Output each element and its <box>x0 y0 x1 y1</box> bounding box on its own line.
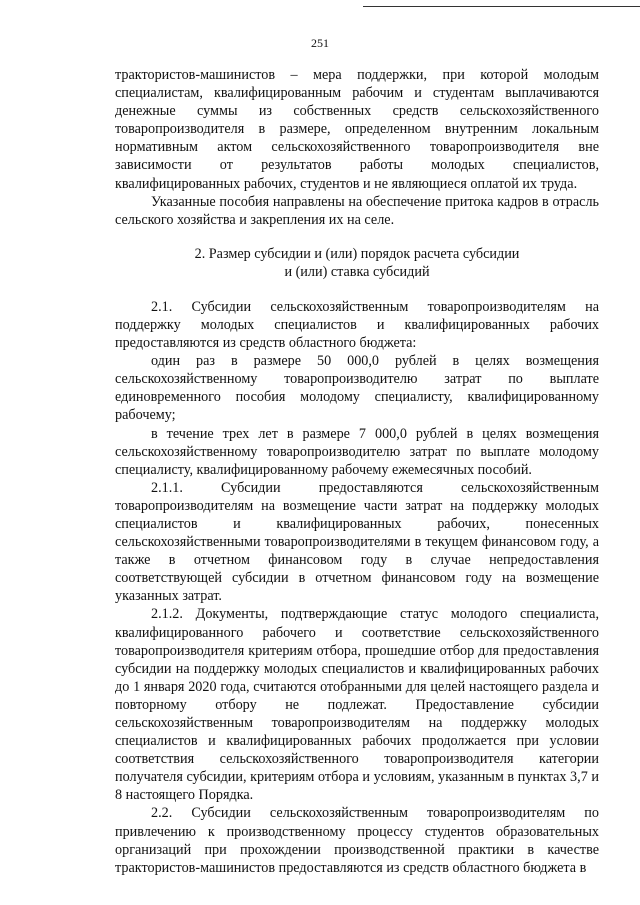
page-number: 251 <box>311 36 329 50</box>
top-rule <box>363 6 640 7</box>
clause-2-1: 2.1. Субсидии сельскохозяйственным товаропроизводителям на поддержку молодых специалистов и квалифицированных рабочих предоставляются из средств областного бюджета: <box>115 298 599 352</box>
clause-2-2: 2.2. Субсидии сельскохозяйственным товаропроизводителям по привлечению к производственному процессу студентов образовательных организаций при прохождении производственной практики в качестве трактористов-машинистов предоставляются из средств областного бюджета в <box>115 805 599 876</box>
clause-2-1-2: 2.1.2. Документы, подтверждающие статус молодого специалиста, квалифицированного рабочего и соответствие сельскохозяйственного товаропроизводителя критериям отбора, прошедшие отбор для предоставления субсидии на поддержку молодых специалистов и квалифицированных рабочих до 1 января 2020 года, считаются отобранными для целей настоящего раздела и повторному отбору не подлежат. Предоставление субсидии сельскохозяйственным товаропроизводителям на поддержку молодых специалистов и квалифицированных рабочих продолжается при условии соответствия сельскохозяйственного товаропроизводителя категории получателя субсидии, критериям отбора и условиям, указанным в пунктах 3,7 и 8 настоящего Порядка. <box>115 606 599 804</box>
clause-item: один раз в размере 50 000,0 рублей в целях возмещения сельскохозяйственному товаропроизводителю затрат по выплате единовременного пособия молодому специалисту, квалифицированному рабочему; <box>115 353 599 424</box>
section-heading <box>115 245 599 282</box>
paragraph: Указанные пособия направлены на обеспечение притока кадров в отрасль сельского хозяйства и закрепления их на селе. <box>115 193 599 228</box>
document-body <box>115 66 599 877</box>
clause-2-1-1: 2.1.1. Субсидии предоставляются сельскохозяйственным товаропроизводителям на возмещение части затрат на поддержку молодых специалистов и квалифицированных рабочих, понесенных сельскохозяйственными товаропроизводителями в текущем финансовом году, а также в отчетном финансовом году в случае непредоставления соответствующей субсидии в отчетном финансовом году на возмещение указанных затрат. <box>115 479 599 605</box>
section-heading-line: 2. Размер субсидии и (или) порядок расчета субсидии <box>194 245 520 262</box>
section-heading-line: и (или) ставка субсидий <box>284 264 430 281</box>
clause-item: в течение трех лет в размере 7 000,0 рублей в целях возмещения сельскохозяйственному товаропроизводителю затрат по выплате молодому специалисту, квалифицированному рабочему ежемесячных пособий. <box>115 425 599 478</box>
paragraph: трактористов-машинистов – мера поддержки, при которой молодым специалистам, квалифицированным рабочим и студентам выплачиваются денежные суммы из собственных средств сельскохозяйственного товаропроизводителя в размере, определенном внутренним локальным нормативным актом сельскохозяйственного товаропроизводителя вне зависимости от результатов работы молодых специалистов, квалифицированных рабочих, студентов и не являющиеся оплатой их труда. <box>115 67 599 192</box>
